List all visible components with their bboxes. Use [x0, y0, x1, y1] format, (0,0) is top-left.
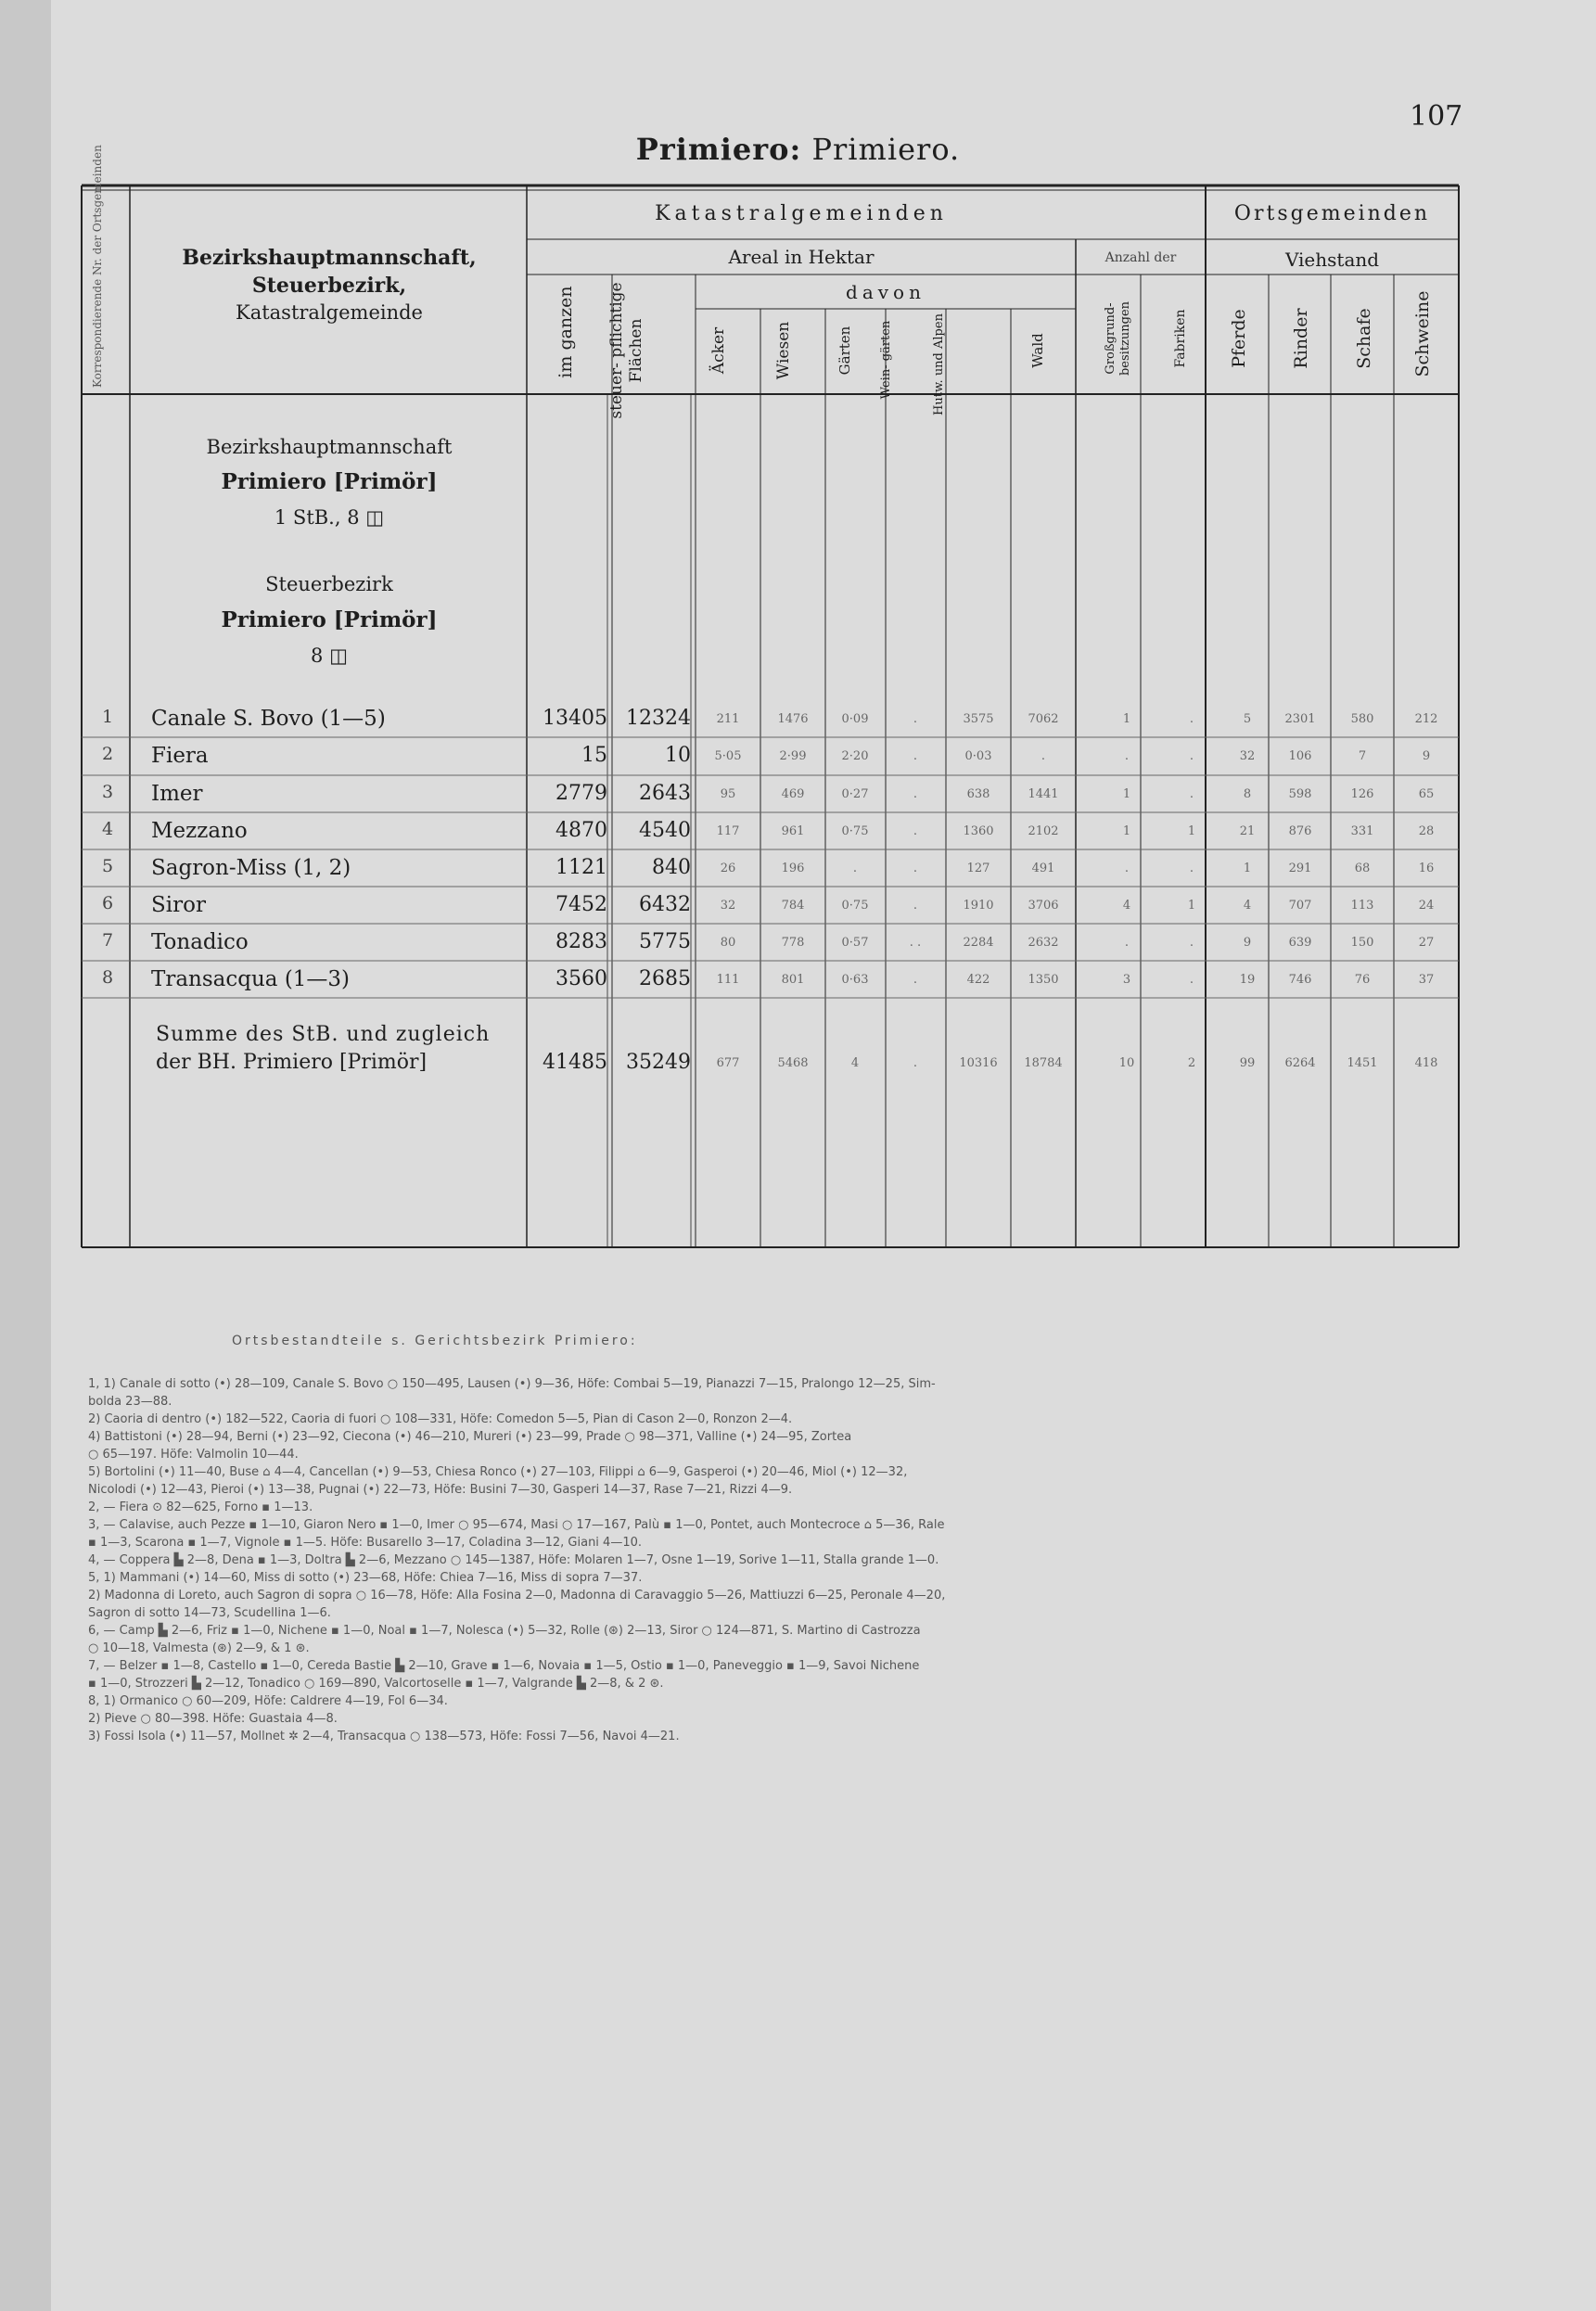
header-aecker: Äcker — [709, 326, 728, 375]
cell-schweine: 65 — [1418, 787, 1435, 801]
footnote-line: 5) Bortolini (•) 11—40, Buse ⌂ 4—4, Cancellan (•) 9—53, Chiesa Ronco (•) 27—103, Filippi ⌂ 6—9, Gasperoi (•) 20—46, Miol (•) 12—32, — [88, 1465, 908, 1479]
cell-wein: . — [913, 899, 918, 913]
footnote-line: ○ 65—197. Höfe: Valmolin 10—44. — [88, 1448, 299, 1462]
row-nr: 8 — [102, 967, 114, 988]
cell-gaerten: 0·09 — [841, 712, 869, 726]
cell-ganz: 15 — [581, 744, 607, 767]
cell-fabr: . — [1189, 936, 1194, 950]
cell-pferde: 19 — [1239, 973, 1256, 987]
summe-schafe: 1451 — [1347, 1056, 1378, 1070]
cell-wald: 491 — [1031, 862, 1055, 875]
cell-wein: . — [913, 824, 918, 838]
cell-pferde: 32 — [1239, 749, 1256, 763]
cell-steuer: 12324 — [626, 707, 691, 730]
cell-wald: . — [1041, 749, 1046, 763]
cell-wiesen: 801 — [781, 973, 805, 987]
cell-hutw: 638 — [966, 787, 990, 801]
row-name: Siror — [151, 893, 206, 917]
footnote-line: ▪ 1—3, Scarona ▪ 1—7, Vignole ▪ 1—5. Höfe: Busarello 3—17, Coladina 3—12, Giani 4—10. — [88, 1536, 642, 1550]
intro-bh-info: 1 StB., 8 ◫ — [274, 506, 385, 529]
header-grossgrund: Großgrund- besitzungen — [1104, 300, 1132, 377]
footnote-line: bolda 23—88. — [88, 1395, 172, 1409]
cell-ganz: 8283 — [555, 930, 607, 953]
header-weingaerten: Wein- gärten — [879, 320, 893, 400]
row-nr: 1 — [102, 707, 114, 727]
cell-wald: 1441 — [1028, 787, 1059, 801]
summe-gaerten: 4 — [850, 1056, 860, 1070]
cell-pferde: 1 — [1243, 862, 1252, 875]
page-title-bold: Primiero: — [635, 132, 802, 167]
header-pferde: Pferde — [1229, 309, 1249, 368]
cell-schafe: 68 — [1354, 862, 1371, 875]
cell-gross: . — [1124, 749, 1130, 763]
cell-acker: 117 — [716, 824, 740, 838]
footnote-line: 8, 1) Ormanico ○ 60—209, Höfe: Caldrere 4—19, Fol 6—34. — [88, 1694, 448, 1708]
cell-gaerten: 0·63 — [841, 973, 869, 987]
cell-acker: 211 — [716, 712, 740, 726]
header-schafe: Schafe — [1354, 308, 1374, 369]
summe-label-2: der BH. Primiero [Primör] — [156, 1051, 428, 1074]
cell-schweine: 9 — [1422, 749, 1431, 763]
row-name: Tonadico — [151, 930, 249, 954]
cell-steuer: 5775 — [639, 930, 691, 953]
cell-pferde: 5 — [1243, 712, 1252, 726]
intro-sb-label: Steuerbezirk — [265, 573, 393, 595]
cell-wald: 1350 — [1028, 973, 1059, 987]
cell-fabr: 1 — [1187, 824, 1196, 838]
cell-rinder: 707 — [1288, 899, 1312, 913]
cell-wald: 2632 — [1028, 936, 1059, 950]
cell-wein: . — [913, 973, 918, 987]
header-fabriken: Fabriken — [1173, 309, 1188, 368]
cell-fabr: 1 — [1187, 899, 1196, 913]
cell-wein: . — [913, 712, 918, 726]
cell-acker: 26 — [720, 862, 736, 875]
footnote-line: 2, — Fiera ⊙ 82—625, Forno ▪ 1—13. — [88, 1500, 313, 1514]
cell-schafe: 150 — [1350, 936, 1374, 950]
row-name: Imer — [151, 782, 203, 806]
header-kg: Katastralgemeinde — [236, 301, 423, 324]
intro-bh-label: Bezirkshauptmannschaft — [206, 436, 453, 458]
cell-gaerten: 0·75 — [841, 824, 869, 838]
footnote-line: 5, 1) Mammani (•) 14—60, Miss di sotto (•) 23—68, Höfe: Chiea 7—16, Miss di sopra 7—37. — [88, 1571, 643, 1585]
cell-schafe: 580 — [1350, 712, 1374, 726]
cell-acker: 80 — [720, 936, 736, 950]
cell-fabr: . — [1189, 712, 1194, 726]
cell-wein: . . — [909, 936, 922, 950]
cell-rinder: 2301 — [1284, 712, 1316, 726]
cell-gross: . — [1124, 862, 1130, 875]
cell-wein: . — [913, 787, 918, 801]
footnote-line: 1, 1) Canale di sotto (•) 28—109, Canale S. Bovo ○ 150—495, Lausen (•) 9—36, Höfe: Combai 5—19, Pianazzi 7—15, Pralongo 12—25, Sim- — [88, 1377, 936, 1391]
cell-wiesen: 961 — [781, 824, 805, 838]
intro-sb-info: 8 ◫ — [311, 645, 348, 667]
cell-gaerten: . — [852, 862, 858, 875]
cell-wein: . — [913, 862, 918, 875]
cell-rinder: 746 — [1288, 973, 1312, 987]
summe-wald: 18784 — [1024, 1056, 1063, 1070]
summe-ganz: 41485 — [543, 1051, 607, 1074]
header-sb: Steuerbezirk, — [251, 274, 407, 298]
header-steuerpflichtig: steuer- pflichtige Flächen — [607, 282, 645, 419]
footnote-line: Sagron di sotto 14—73, Scudellina 1—6. — [88, 1606, 331, 1620]
summe-steuer: 35249 — [626, 1051, 691, 1074]
row-nr: 7 — [102, 930, 114, 951]
footnote-line: 2) Pieve ○ 80—398. Höfe: Guastaia 4—8. — [88, 1712, 338, 1726]
row-name: Sagron-Miss (1, 2) — [151, 856, 351, 880]
footnotes — [88, 1375, 1442, 1745]
row-name: Fiera — [151, 744, 209, 768]
summe-acker: 677 — [716, 1056, 740, 1070]
cell-ganz: 13405 — [543, 707, 607, 730]
cell-fabr: . — [1189, 973, 1194, 987]
cell-steuer: 10 — [665, 744, 691, 767]
row-name: Canale S. Bovo (1—5) — [151, 707, 386, 731]
cell-gross: 1 — [1122, 787, 1131, 801]
cell-schweine: 212 — [1414, 712, 1438, 726]
header-anzahl: Anzahl der — [1104, 250, 1177, 265]
row-nr: 4 — [102, 819, 114, 839]
cell-schafe: 126 — [1350, 787, 1374, 801]
cell-wiesen: 1476 — [777, 712, 809, 726]
header-gaerten: Gärten — [836, 326, 853, 376]
cell-ganz: 7452 — [555, 893, 607, 916]
header-hutweiden: Hutw. und Alpen — [932, 313, 946, 415]
cell-schweine: 37 — [1418, 973, 1435, 987]
header-bh: Bezirkshauptmannschaft, — [182, 246, 477, 270]
cell-pferde: 9 — [1243, 936, 1252, 950]
cell-wald: 3706 — [1028, 899, 1059, 913]
cell-schafe: 113 — [1350, 899, 1374, 913]
summe-gross: 10 — [1118, 1056, 1135, 1070]
cell-fabr: . — [1189, 787, 1194, 801]
footnote-line: 2) Madonna di Loreto, auch Sagron di sopra ○ 16—78, Höfe: Alla Fosina 2—0, Madonna di Caravaggio 5—26, Mattiuzzi 6—25, Peronale 4—20, — [88, 1589, 946, 1602]
cell-pferde: 8 — [1243, 787, 1252, 801]
cell-gross: 3 — [1122, 973, 1131, 987]
summe-label-1: Summe des StB. und zugleich — [156, 1023, 491, 1046]
cell-steuer: 4540 — [639, 819, 691, 842]
cell-schweine: 28 — [1418, 824, 1435, 838]
page-title-normal: Primiero. — [811, 132, 961, 167]
cell-wein: . — [913, 749, 918, 763]
cell-hutw: 127 — [966, 862, 990, 875]
footnote-line: 4, — Coppera ▙ 2—8, Dena ▪ 1—3, Doltra ▙ 2—6, Mezzano ○ 145—1387, Höfe: Molaren 1—7, Osne 1—19, Sorive 1—11, Stalla grande 1—0. — [88, 1553, 939, 1567]
cell-gross: 4 — [1122, 899, 1131, 913]
header-wald: Wald — [1029, 333, 1046, 368]
cell-hutw: 0·03 — [964, 749, 992, 763]
cell-rinder: 291 — [1288, 862, 1312, 875]
footnote-line: ▪ 1—0, Strozzeri ▙ 2—12, Tonadico ○ 169—890, Valcortoselle ▪ 1—7, Valgrande ▙ 2—8, & 2 ⊛. — [88, 1677, 664, 1691]
footnote-line: 6, — Camp ▙ 2—6, Friz ▪ 1—0, Nichene ▪ 1—0, Noal ▪ 1—7, Nolesca (•) 5—32, Rolle (⊛) 2—13, Siror ○ 124—871, S. Martino di Castrozza — [88, 1624, 921, 1638]
cell-steuer: 6432 — [639, 893, 691, 916]
header-areal: Areal in Hektar — [728, 246, 875, 268]
summe-hutw: 10316 — [959, 1056, 998, 1070]
header-wiesen: Wiesen — [774, 321, 793, 380]
cell-acker: 111 — [716, 973, 740, 987]
row-nr: 5 — [102, 856, 114, 876]
header-rinder: Rinder — [1291, 308, 1311, 369]
header-viehstand: Viehstand — [1284, 249, 1380, 271]
cell-ganz: 1121 — [555, 856, 607, 879]
cell-gaerten: 0·27 — [841, 787, 869, 801]
cell-gaerten: 2·20 — [841, 749, 869, 763]
footnote-line: 4) Battistoni (•) 28—94, Berni (•) 23—92, Ciecona (•) 46—210, Mureri (•) 23—99, Prade ○ 98—371, Valline (•) 24—95, Zortea — [88, 1430, 852, 1444]
cell-gross: 1 — [1122, 712, 1131, 726]
row-name: Mezzano — [151, 819, 248, 843]
header-katastralgemeinden: Katastralgemeinden — [655, 202, 948, 225]
cell-rinder: 598 — [1288, 787, 1312, 801]
cell-ganz: 4870 — [555, 819, 607, 842]
summe-rinder: 6264 — [1284, 1056, 1316, 1070]
header-corr-nr: Korrespondierende Nr. der Ortsgemeinden — [91, 145, 104, 388]
summe-pferde: 99 — [1239, 1056, 1256, 1070]
row-nr: 6 — [102, 893, 114, 913]
cell-steuer: 2643 — [639, 782, 691, 805]
cell-rinder: 876 — [1288, 824, 1312, 838]
cell-schafe: 76 — [1354, 973, 1371, 987]
cell-gaerten: 0·57 — [841, 936, 869, 950]
cell-wiesen: 2·99 — [779, 749, 807, 763]
summe-fabr: 2 — [1187, 1056, 1196, 1070]
footnote-line: 2) Caoria di dentro (•) 182—522, Caoria di fuori ○ 108—331, Höfe: Comedon 5—5, Pian di Cason 2—0, Ronzon 2—4. — [88, 1412, 793, 1426]
cell-ganz: 3560 — [555, 967, 607, 990]
cell-gross: 1 — [1122, 824, 1131, 838]
cell-schweine: 24 — [1418, 899, 1435, 913]
cell-gross: . — [1124, 936, 1130, 950]
row-nr: 2 — [102, 744, 114, 764]
summe-wein: . — [913, 1056, 918, 1070]
footnote-line: Nicolodi (•) 12—43, Pieroi (•) 13—38, Pugnai (•) 22—73, Höfe: Busini 7—30, Gasperi 14—37, Rase 7—21, Rizzi 4—9. — [88, 1483, 793, 1497]
cell-acker: 5·05 — [714, 749, 742, 763]
cell-wiesen: 469 — [781, 787, 805, 801]
row-name: Transacqua (1—3) — [151, 967, 351, 991]
cell-hutw: 1910 — [963, 899, 994, 913]
cell-wiesen: 778 — [781, 936, 805, 950]
cell-wiesen: 784 — [781, 899, 805, 913]
footnote-line: 3, — Calavise, auch Pezze ▪ 1—10, Giaron Nero ▪ 1—0, Imer ○ 95—674, Masi ○ 17—167, Palù ▪ 1—0, Pontet, auch Montecroce ⌂ 5—36, Rale — [88, 1518, 945, 1532]
cell-pferde: 4 — [1243, 899, 1252, 913]
cell-hutw: 1360 — [963, 824, 994, 838]
cell-acker: 32 — [720, 899, 736, 913]
intro-sb-name: Primiero [Primör] — [221, 607, 438, 632]
cell-fabr: . — [1189, 749, 1194, 763]
header-schweine: Schweine — [1412, 290, 1433, 377]
row-nr: 3 — [102, 782, 114, 802]
cell-rinder: 106 — [1288, 749, 1312, 763]
cell-wald: 7062 — [1028, 712, 1059, 726]
cell-fabr: . — [1189, 862, 1194, 875]
footnotes-heading: Ortsbestandteile s. Gerichtsbezirk Primiero: — [232, 1334, 638, 1348]
cell-rinder: 639 — [1288, 936, 1312, 950]
cell-schweine: 27 — [1418, 936, 1435, 950]
summe-wiesen: 5468 — [777, 1056, 809, 1070]
page-number: 107 — [1410, 100, 1463, 133]
cell-wald: 2102 — [1028, 824, 1059, 838]
cell-schafe: 7 — [1358, 749, 1367, 763]
footnote-line: 7, — Belzer ▪ 1—8, Castello ▪ 1—0, Cereda Bastie ▙ 2—10, Grave ▪ 1—6, Novaia ▪ 1—5, Ostio ▪ 1—0, Paneveggio ▪ 1—9, Savoi Nichene — [88, 1659, 920, 1673]
cell-steuer: 840 — [652, 856, 691, 879]
cell-gaerten: 0·75 — [841, 899, 869, 913]
cell-hutw: 3575 — [963, 712, 994, 726]
intro-bh-name: Primiero [Primör] — [221, 469, 438, 494]
cell-steuer: 2685 — [639, 967, 691, 990]
cell-acker: 95 — [720, 787, 736, 801]
header-im-ganzen: im ganzen — [555, 286, 576, 378]
cell-wiesen: 196 — [781, 862, 805, 875]
cell-schweine: 16 — [1418, 862, 1435, 875]
cell-ganz: 2779 — [555, 782, 607, 805]
cell-pferde: 21 — [1239, 824, 1256, 838]
summe-schweine: 418 — [1414, 1056, 1438, 1070]
header-davon: davon — [846, 281, 926, 303]
cell-schafe: 331 — [1350, 824, 1374, 838]
footnote-line: 3) Fossi Isola (•) 11—57, Mollnet ✲ 2—4, Transacqua ○ 138—573, Höfe: Fossi 7—56, Navoi 4—21. — [88, 1730, 680, 1743]
cell-hutw: 422 — [966, 973, 990, 987]
cell-hutw: 2284 — [963, 936, 994, 950]
header-ortsgemeinden: Ortsgemeinden — [1233, 202, 1431, 225]
footnote-line: ○ 10—18, Valmesta (⊛) 2—9, & 1 ⊛. — [88, 1641, 310, 1655]
